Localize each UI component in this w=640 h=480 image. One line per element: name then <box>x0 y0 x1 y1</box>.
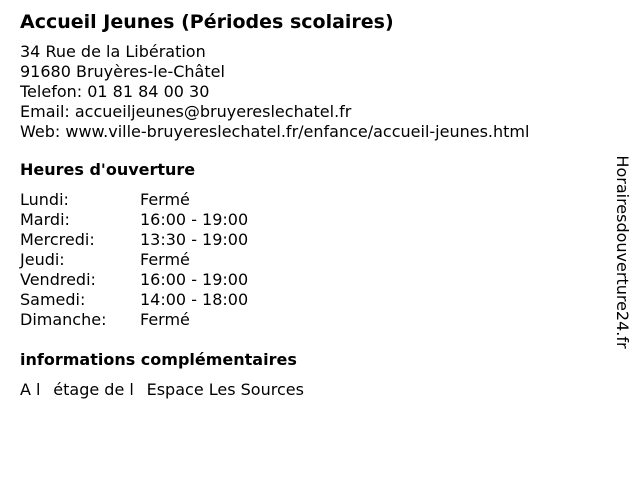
page-title: Accueil Jeunes (Périodes scolaires) <box>20 11 394 33</box>
info-heading: informations complémentaires <box>20 350 297 369</box>
day-label: Jeudi: <box>20 250 65 269</box>
web-line: Web: www.ville-bruyereslechatel.fr/enfance/accueil-jeunes.html <box>20 122 530 141</box>
time-value: Fermé <box>140 250 190 269</box>
time-value: 13:30 - 19:00 <box>140 230 249 249</box>
phone-line: Telefon: 01 81 84 00 30 <box>20 82 210 101</box>
time-value: Fermé <box>140 190 190 209</box>
hours-table <box>20 190 600 330</box>
day-label: Mercredi: <box>20 230 95 249</box>
info-text: A létage de lEspace Les Sources <box>20 380 304 399</box>
day-label: Mardi: <box>20 210 70 229</box>
hours-row-lundi <box>20 190 600 210</box>
time-value: Fermé <box>140 310 190 329</box>
hours-row-dimanche <box>20 310 600 330</box>
hours-row-jeudi <box>20 250 600 270</box>
address-street: 34 Rue de la Libération <box>20 42 206 61</box>
hours-row-mardi <box>20 210 600 230</box>
hours-row-samedi <box>20 290 600 310</box>
time-value: 14:00 - 18:00 <box>140 290 249 309</box>
address-city: 91680 Bruyères-le-Châtel <box>20 62 225 81</box>
day-label: Vendredi: <box>20 270 96 289</box>
day-label: Dimanche: <box>20 310 107 329</box>
hours-row-mercredi <box>20 230 600 250</box>
day-label: Lundi: <box>20 190 69 209</box>
hours-heading: Heures d'ouverture <box>20 160 196 179</box>
time-value: 16:00 - 19:00 <box>140 270 249 289</box>
day-label: Samedi: <box>20 290 86 309</box>
site-watermark: Horairesdouverture24.fr <box>613 155 632 349</box>
business-details <box>20 10 600 400</box>
hours-row-vendredi <box>20 270 600 290</box>
email-line: Email: accueiljeunes@bruyereslechatel.fr <box>20 102 352 121</box>
time-value: 16:00 - 19:00 <box>140 210 249 229</box>
address-block <box>20 42 600 142</box>
